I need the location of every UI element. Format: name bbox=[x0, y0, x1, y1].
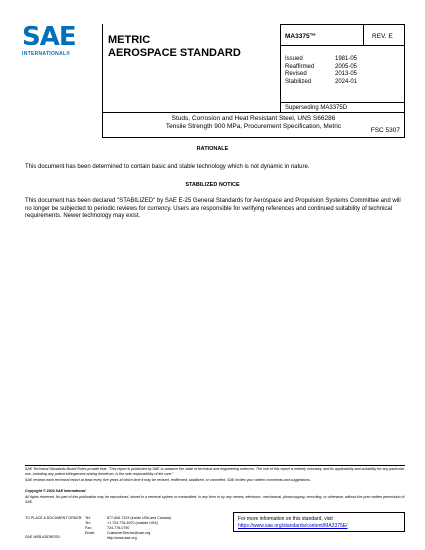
contact-row: Email: CustomerService@sae.org bbox=[85, 531, 151, 535]
website-label: SAE WEB ADDRESS: bbox=[25, 535, 61, 539]
date-history bbox=[280, 45, 405, 103]
title-line-2: Tensile Strength 900 MPa, Procurement Specification, Metric bbox=[165, 122, 342, 130]
date-row: Issued 1981-05 bbox=[285, 56, 358, 62]
logo-subtext: INTERNATIONAL® bbox=[22, 51, 71, 57]
title-line-1: Studs, Corrosion and Heat Resistant Steel, UNS S66286 bbox=[171, 115, 336, 122]
info-text: For more information on this standard, visit bbox=[238, 516, 333, 522]
web-link[interactable]: http://www.sae.org bbox=[107, 536, 137, 540]
sae-logo bbox=[22, 24, 86, 68]
footer-review-text: SAE reviews each technical report at least every five years at which time it may be revised, reaffirmed, stabilized, or cancelled. SAE invites your written comments and suggestions. bbox=[25, 478, 311, 482]
date-row: Revised 2013-05 bbox=[285, 71, 358, 77]
footer-rights-text: All rights reserved. No part of this publication may be reproduced, stored in a retrieval system or transmitted, in any form or by any means, electronic, mechanical, photocopying, recording, or otherwise, without the prior written permission of SAE. bbox=[25, 495, 405, 504]
category-line-1: METRIC bbox=[108, 34, 151, 46]
rationale-text: This document has been determined to contain basic and stable technology which is not dynamic in nature. bbox=[25, 164, 310, 170]
fsc-code: FSC 5307 bbox=[370, 127, 400, 134]
contact-row: Tel: +1 724-776-4970 (outside USA) bbox=[85, 521, 158, 525]
category-line-2: AEROSPACE STANDARD bbox=[108, 47, 241, 59]
rationale-heading: RATIONALE bbox=[196, 146, 229, 152]
document-number: MA3375™ bbox=[280, 24, 364, 46]
header-divider bbox=[102, 24, 103, 113]
footer-rule bbox=[25, 465, 405, 466]
stabilized-heading: STABILIZED NOTICE bbox=[185, 182, 240, 188]
revision-label: REV. E bbox=[363, 24, 405, 46]
email-link[interactable]: CustomerService@sae.org bbox=[107, 531, 151, 535]
document-category bbox=[108, 34, 241, 60]
stabilized-text: This document has been declared "STABILIZED" by SAE E-25 General Standards for Aerospace and Propulsion Systems Committee and will no longer be subjected to periodic reviews for currency. Users are responsible for verifying references and continued suitability of technical requirements. Newer technology may exist. bbox=[25, 198, 401, 219]
standard-link[interactable]: https://www.sae.org/standards/content/MA3375E/ bbox=[238, 523, 348, 529]
contact-row: Fax: 724-776-0790 bbox=[85, 526, 130, 530]
info-box bbox=[233, 512, 405, 532]
superseding-note: Superseding MA3375D bbox=[280, 102, 405, 113]
logo-text: SAE bbox=[22, 22, 76, 52]
date-row: Reaffirmed 2005-05 bbox=[285, 63, 358, 70]
date-row: Stabilized 2024-01 bbox=[285, 78, 358, 85]
document-title bbox=[102, 112, 405, 138]
footer-rules-text: SAE Technical Standards Board Rules provide that: "This report is published by SAE to advance the state of technical and engineering sciences. The use of this report is entirely voluntary, and its applicability and suitability for any particular use, including any patent infringement arising therefrom, is the sole responsibility of the user." bbox=[25, 467, 405, 476]
copyright: Copyright © 2024 SAE International bbox=[25, 489, 86, 493]
contact-row: TO PLACE A DOCUMENT ORDER: Tel: 877-606-7323 (inside USA and Canada) bbox=[25, 516, 171, 520]
